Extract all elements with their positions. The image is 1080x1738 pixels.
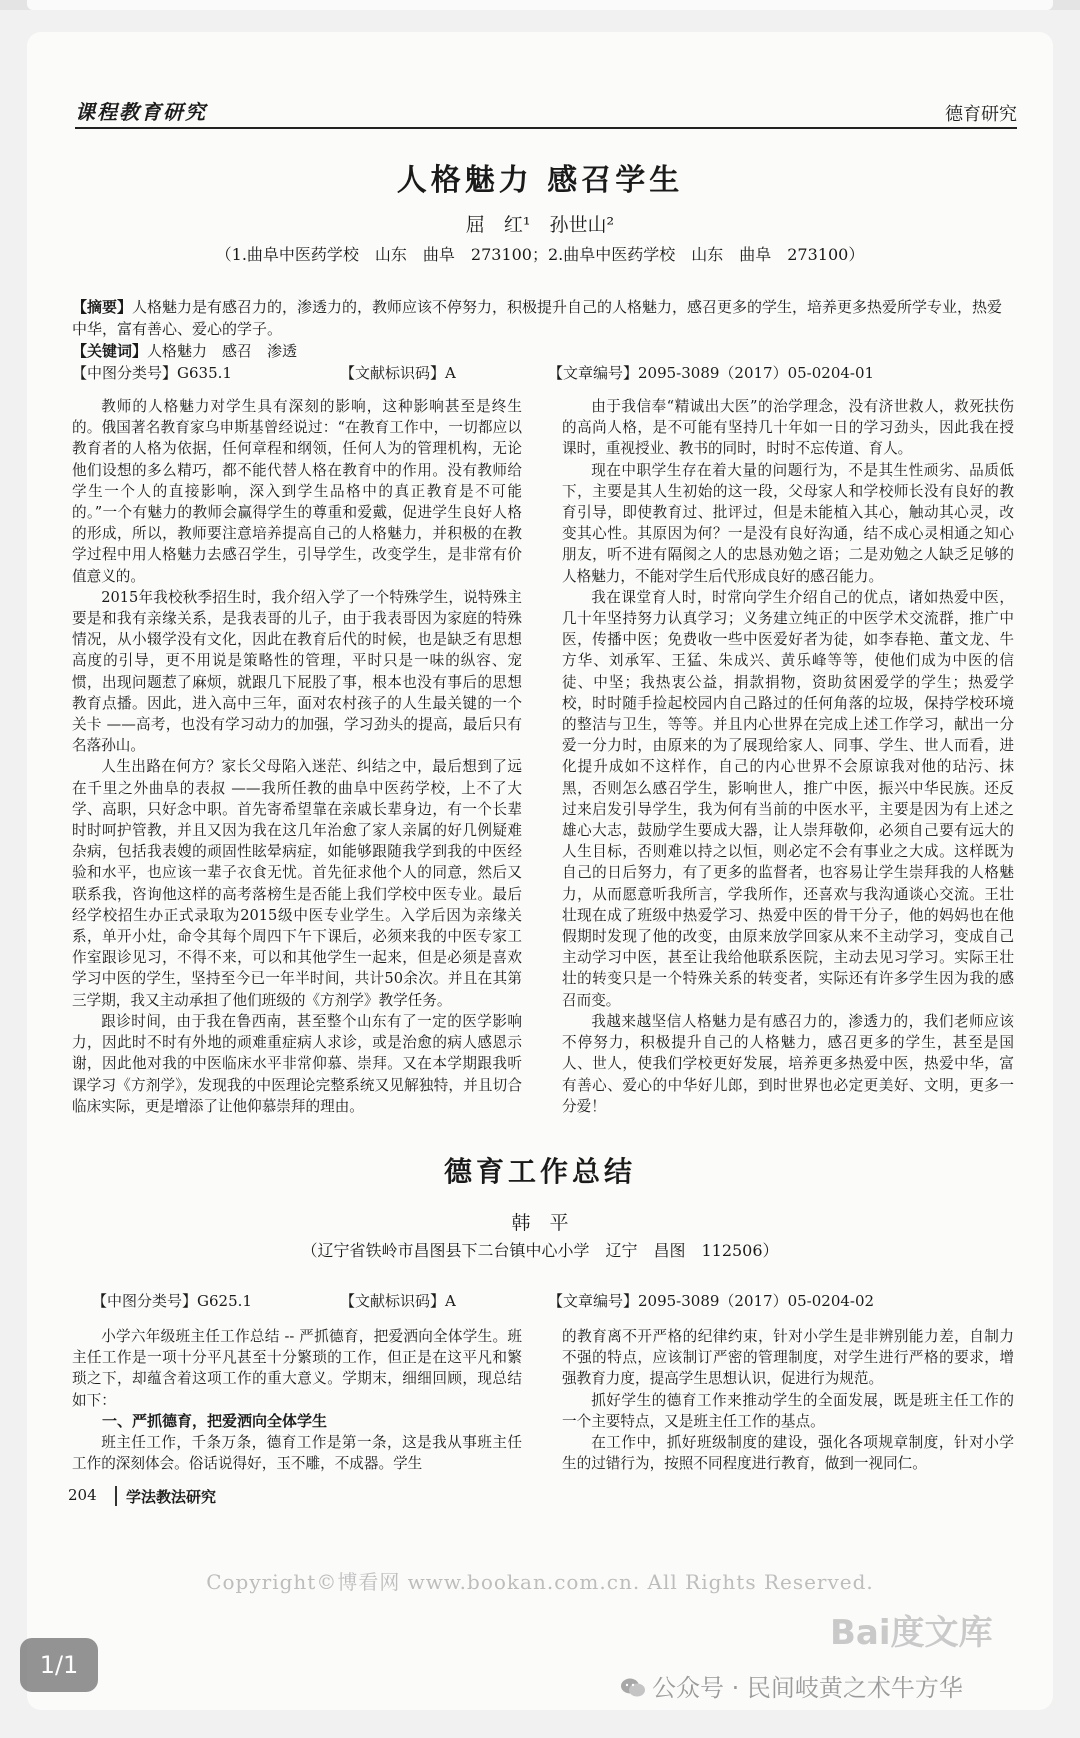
paragraph: 人生出路在何方？家长父母陷入迷茫、纠结之中，最后想到了远在千里之外曲阜的表叔 ——我所任教的曲阜中医药学校，上不了大学、高职，只好念中职。首先寄希望靠在亲戚长辈身边，有一个长辈时时呵护管教，并且又因为我在这几年治愈了家人亲属的好几例疑难杂病，包括我表嫂的顽固性眩晕病症，如能够跟随我学到我的中医经验和水平，也应该一辈子衣食无忧。首先征求他个人的同意，然后又联系我，咨询他这样的高考落榜生是否能上我们学校中医专业。最后经学校招生办正式录取为2015级中医专业学生。入学后因为亲缘关系，单开小灶，命令其每个周四下午下课后，必须来我的中医专家工作室跟诊见习，不得不来，可以和其他学生一起来，但是必须是喜欢学习中医的学生，坚持至今已一年半时间，共计50余次。并且在其第三学期，我又主动承担了他们班级的《方剂学》教学任务。 <box>72 758 522 1009</box>
keywords-label: 【关键词】 <box>72 342 148 360</box>
article1-abstract <box>72 296 1014 340</box>
copyright-watermark: Copyright©博看网 www.bookan.com.cn. All Rights Reserved. <box>206 1570 874 1594</box>
section-name: 德育研究 <box>945 104 1017 125</box>
article1-right-column <box>562 396 1014 1117</box>
paragraph: 在工作中，抓好班级制度的建设，强化各项规章制度，针对小学生的过错行为，按照不同程度进行教育，做到一视同仁。 <box>562 1434 1014 1473</box>
article2-author: 韩 平 <box>511 1212 569 1234</box>
top-bar <box>0 0 1080 10</box>
footer-publication: 学法教法研究 <box>126 1488 217 1506</box>
section-heading: 一、严抓德育，把爱洒向全体学生 <box>102 1411 328 1430</box>
article1-doc-code: 【文献标识码】A <box>340 364 456 382</box>
footer-divider <box>115 1486 117 1506</box>
paragraph: 教师的人格魅力对学生具有深刻的影响，这种影响甚至是终生的。俄国著名教育家乌申斯基曾经说过：“在教育工作中，一切都应以教育者的人格为依据，任何章程和纲领，任何人为的管理机构，无论他们设想的多么精巧，都不能代替人格在教育中的作用。没有教师给学生一个人的直接影响，深入到学生品格中的真正教育是不可能的。”一个有魅力的教师会赢得学生的尊重和爱戴，促进学生良好人格的形成，所以，教师要注意培养提高自己的人格魅力，并积极的在教学过程中用人格魅力去感召学生，引导学生，改变学生，是非常有价值意义的。 <box>72 398 522 585</box>
paragraph: 班主任工作，千条万条，德育工作是第一条，这是我从事班主任工作的深刻体会。俗话说得好，玉不雕，不成器。学生 <box>72 1434 522 1473</box>
article1-affiliation: （1.曲阜中医药学校 山东 曲阜 273100；2.曲阜中医药学校 山东 曲阜 273100） <box>215 245 865 264</box>
article1-article-no: 【文章编号】2095-3089（2017）05-0204-01 <box>548 364 875 382</box>
paragraph: 的教育离不开严格的纪律约束，针对小学生是非辨别能力差，自制力不强的特点，应该制订严密的管理制度，对学生进行严格的要求，增强教育力度，提高学生思想认识，促进行为规范。 <box>562 1328 1014 1388</box>
wechat-label: 公众号 · 民间岐黄之术牛方华 <box>652 1674 963 1702</box>
article2-article-no: 【文章编号】2095-3089（2017）05-0204-02 <box>548 1292 875 1310</box>
paragraph: 现在中职学生存在着大量的问题行为，不是其生性顽劣、品质低下，主要是其人生初始的这一段，父母家人和学校师长没有良好的教育引导，即使教育过、批评过，但是未能植入其心，触动其心灵，改变其心性。其原因为何？一是没有良好沟通，结不成心灵相通之知心朋友，听不进有隔阂之人的忠恳劝勉之语；二是劝勉之人缺乏足够的人格魅力，不能对学生后代形成良好的感召能力。 <box>562 461 1014 585</box>
journal-name: 课程教育研究 <box>75 100 207 124</box>
wechat-account <box>620 1668 963 1703</box>
paragraph: 我越来越坚信人格魅力是有感召力的，渗透力的，我们老师应该不停努力，积极提升自己的人格魅力，感召更多的学生，甚至是国人、世人，使我们学校更好发展，培养更多热爱中医，热爱中华，富有善心、爱心的中华好儿郎，到时世界也必定更美好、文明，更多一分爱！ <box>562 1012 1014 1115</box>
abstract-label: 【摘要】 <box>72 298 133 316</box>
article2-left-column <box>72 1326 522 1474</box>
paragraph: 2015年我校秋季招生时，我介绍入学了一个特殊学生，说特殊主要是和我有亲缘关系，是我表哥的儿子，由于我表哥因为家庭的特殊情况，从小辍学没有文化，因此在教育后代的时候，也是缺乏有思想高度的引导，更不用说是策略性的管理，平时只是一味的纵容、宠惯，出现问题惹了麻烦，就跟几下屁股了事，根本也没有事后的思想教育点播。因此，进入高中三年，面对农村孩子的人生最关键的一个关卡 ——高考，也没有学习动力的加强，学习劲头的提高，最后只有名落孙山。 <box>72 588 522 755</box>
header-rule <box>75 127 1017 129</box>
article2-doc-code: 【文献标识码】A <box>340 1292 456 1310</box>
article2-clc: 【中图分类号】G625.1 <box>92 1292 252 1310</box>
page-indicator[interactable]: 1/1 <box>20 1638 98 1692</box>
paragraph: 跟诊时间，由于我在鲁西南，甚至整个山东有了一定的医学影响力，因此时不时有外地的顽难重症病人求诊，或是治愈的病人感恩示谢，因此他对我的中医临床水平非常仰慕、崇拜。又在本学期跟我听课学习《方剂学》，发现我的中医理论完整系统又见解独特，并且切合临床实际，更是增添了让他仰慕崇拜的理由。 <box>72 1012 522 1115</box>
article1-title: 人格魅力 感召学生 <box>396 163 684 198</box>
wechat-icon <box>620 1677 646 1699</box>
keywords-text: 人格魅力 感召 渗透 <box>147 342 298 360</box>
paragraph: 小学六年级班主任工作总结 -- 严抓德育，把爱洒向全体学生。班主任工作是一项十分平凡甚至十分繁琐的工作，但正是在这平凡和繁琐之下，却蕴含着这项工作的重大意义。学期末，细细回顾，现总结如下： <box>72 1328 522 1409</box>
abstract-text: 人格魅力是有感召力的，渗透力的，教师应该不停努力，积极提升自己的人格魅力，感召更多的学生，培养更多热爱所学专业，热爱中华，富有善心、爱心的学子。 <box>72 298 1003 338</box>
paragraph: 由于我信奉“精诚出大医”的治学理念，没有济世救人，救死扶伤的高尚人格，是不可能有坚持几十年如一日的学习劲头，因此我在授课时，重视授业、教书的同时，时时不忘传道、育人。 <box>562 398 1014 458</box>
article2-title: 德育工作总结 <box>443 1155 636 1188</box>
page-number: 204 <box>68 1486 97 1504</box>
article2-affiliation: （辽宁省铁岭市昌图县下二台镇中心小学 辽宁 昌图 112506） <box>301 1241 779 1260</box>
article1-left-column <box>72 396 522 1117</box>
baidu-wenku-logo: Bai度文库 <box>830 1613 993 1653</box>
article1-clc: 【中图分类号】G635.1 <box>72 364 232 382</box>
paragraph: 我在课堂育人时，时常向学生介绍自己的优点，诸如热爱中医，几十年坚持努力认真学习；义务建立纯正的中医学术交流群，推广中医，传播中医；免费收一些中医爱好者为徒，如李春艳、董文龙、牛方华、刘承军、王猛、朱成兴、黄乐峰等等，使他们成为中医的信徒、中坚；我热衷公益，捐款捐物，资助贫困爱学的学生；热爱学校，时时随手捡起校园内自己路过的任何角落的垃圾，保持学校环境的整洁与卫生，等等。并且内心世界在完成上述工作学习，献出一分爱一分力时，由原来的为了展现给家人、同事、学生、世人而看，进化提升成如不这样作，自己的内心世界不会原谅我对他的玷污、抹黑，否则怎么感召学生，影响世人，推广中医，振兴中华民族。还反过来启发引导学生，我为何有当前的中医水平，主要是因为有上述之雄心大志，鼓励学生要成大器，让人崇拜敬仰，必须自己要有远大的人生目标，否则难以持之以恒，则必定不会有事业之大成。这样既为自己的日后努力，有了更多的监督者，也容易让学生崇拜我的人格魅力，从而愿意听我所言，学我所作，还喜欢与我沟通谈心交流。王壮壮现在成了班级中热爱学习、热爱中医的骨干分子，他的妈妈也在他假期时发现了他的改变，由原来放学回家从来不主动学习，变成自己主动学习中医，甚至让我给他联系医院，主动去见习学习。实际王壮壮的转变只是一个特殊关系的转变者，实际还有许多学生因为我的感召而变。 <box>562 588 1014 1009</box>
running-header <box>75 96 1017 126</box>
article2-right-column <box>562 1326 1014 1474</box>
paragraph: 抓好学生的德育工作来推动学生的全面发展，既是班主任工作的一个主要特点，又是班主任工作的基点。 <box>562 1391 1014 1430</box>
article1-keywords <box>72 340 1014 362</box>
article1-authors: 屈 红¹ 孙世山² <box>465 214 615 236</box>
